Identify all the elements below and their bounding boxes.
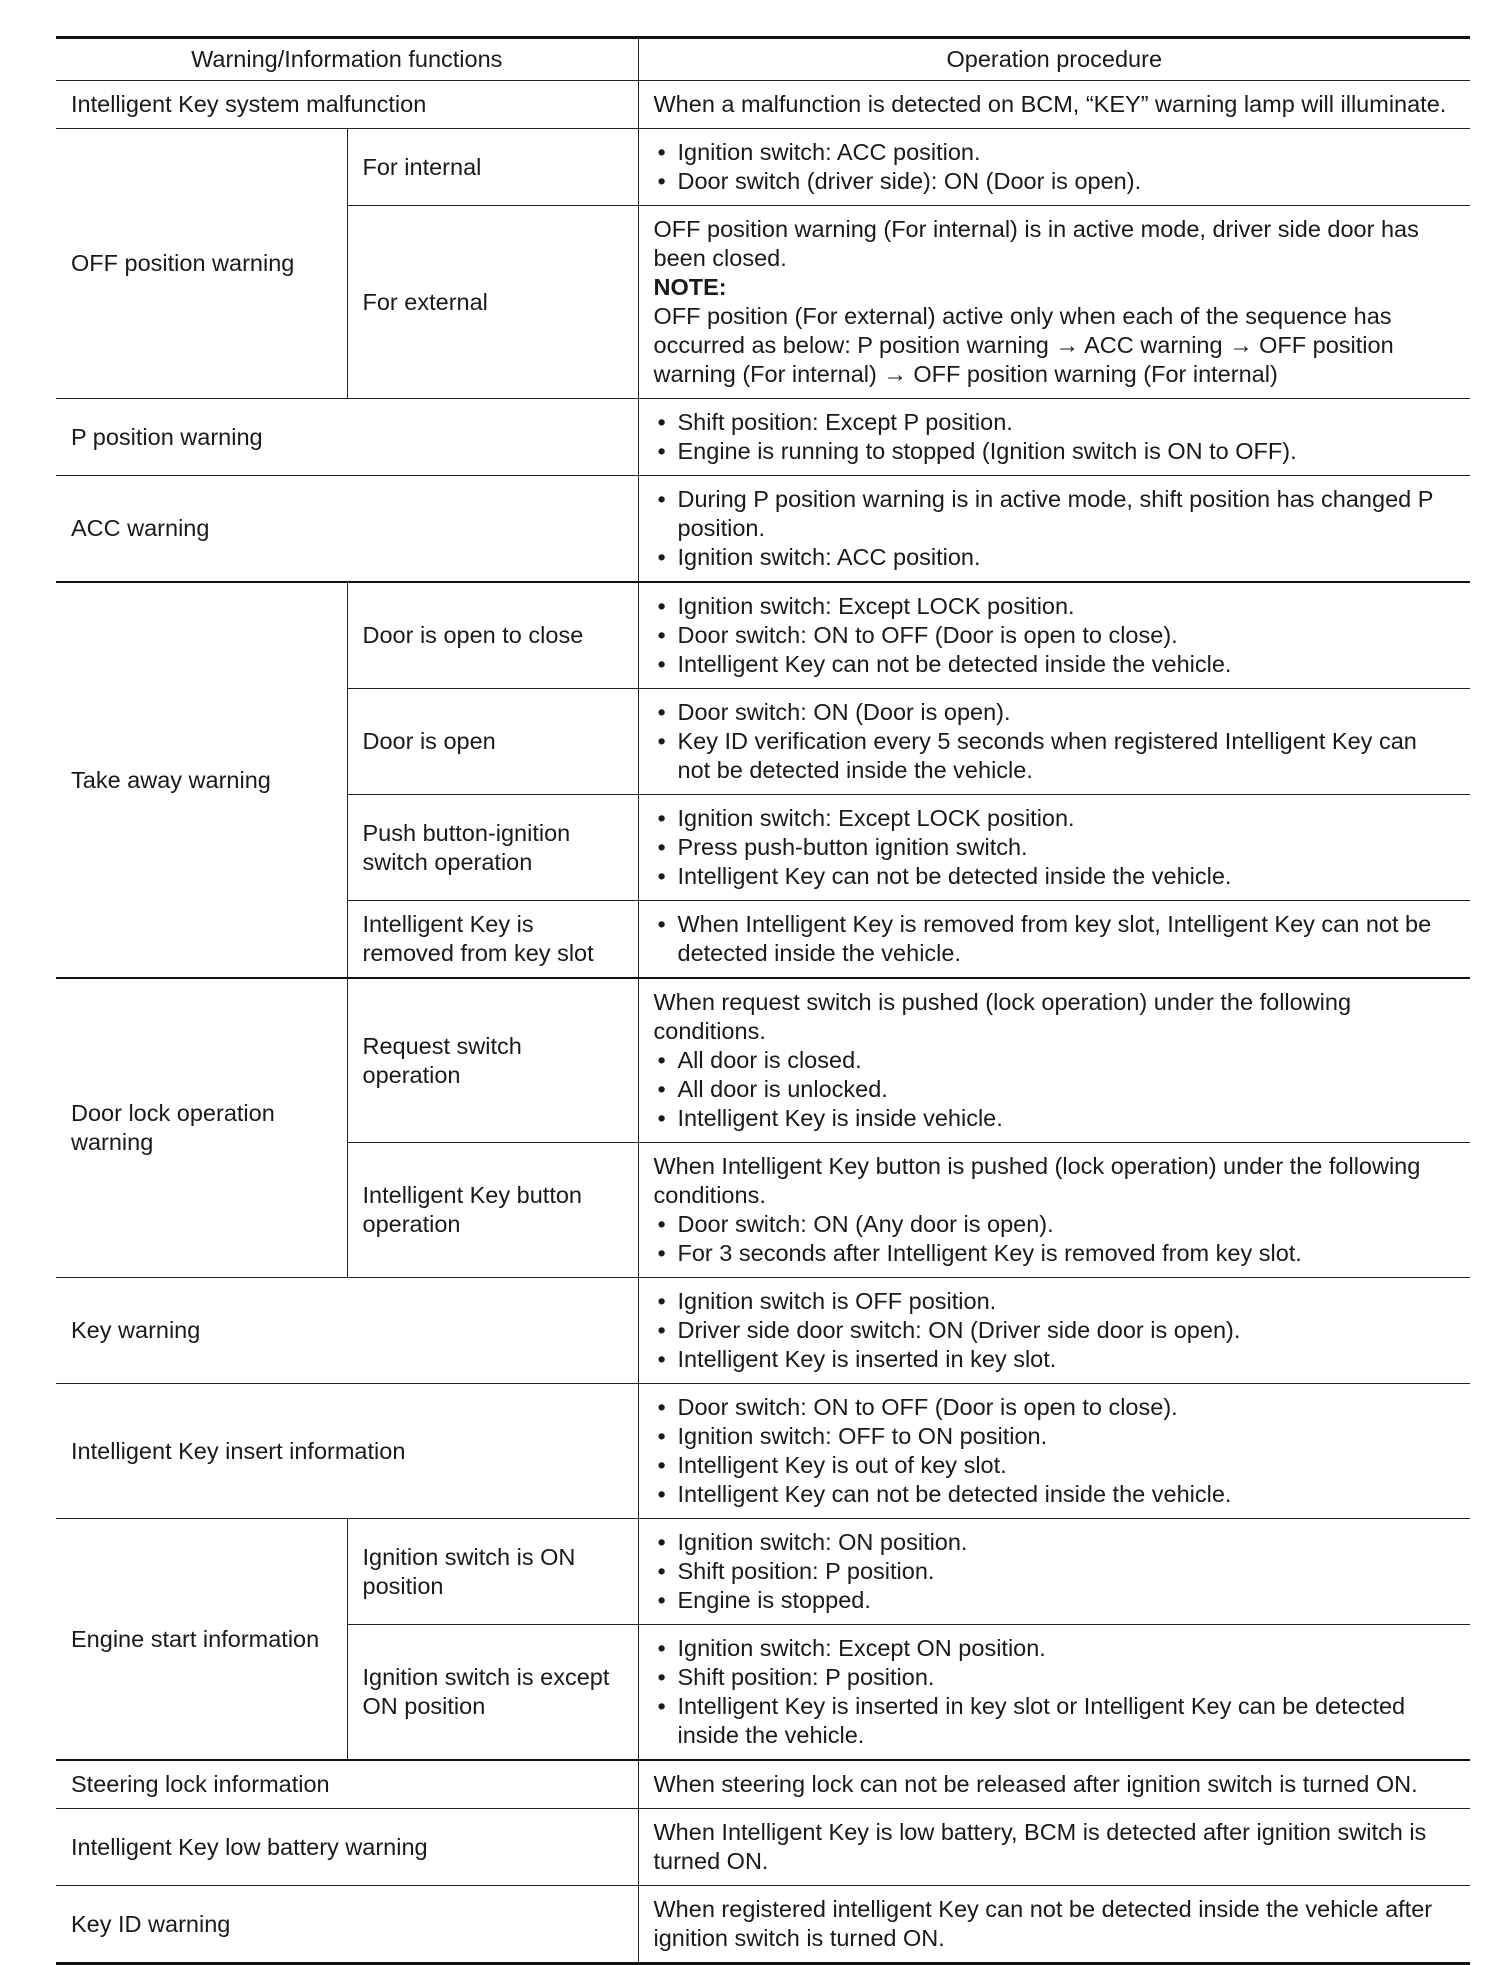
procedure-cell	[638, 1625, 1470, 1761]
list-item: • Intelligent Key can not be detected inside the vehicle.	[654, 1480, 1456, 1509]
bullet-list	[654, 1046, 1456, 1133]
procedure-text: When Intelligent Key button is pushed (lock operation) under the following conditions.	[653, 1153, 1421, 1208]
procedure-cell	[638, 476, 1470, 583]
sub-function-cell: For external	[347, 206, 638, 399]
bullet-list	[654, 1210, 1456, 1268]
procedure-cell	[638, 978, 1470, 1143]
list-item: • Shift position: P position.	[654, 1557, 1456, 1586]
list-item: • Door switch: ON to OFF (Door is open to close).	[654, 1393, 1456, 1422]
table-row	[56, 1519, 1470, 1625]
list-item: • Ignition switch: ACC position.	[654, 543, 1456, 572]
sub-function-cell: Request switch operation	[347, 978, 638, 1143]
bullet-list	[654, 698, 1456, 785]
list-item: • Press push-button ignition switch.	[654, 833, 1456, 862]
table-row	[56, 1886, 1470, 1964]
sub-function-cell: Intelligent Key is removed from key slot	[347, 901, 638, 979]
list-item: • During P position warning is in active mode, shift position has changed P position.	[654, 485, 1456, 543]
procedure-cell	[638, 399, 1470, 476]
list-item: • Intelligent Key is inserted in key slot.	[654, 1345, 1456, 1374]
table-row	[56, 399, 1470, 476]
procedure-cell	[638, 1143, 1470, 1278]
list-item: • Driver side door switch: ON (Driver side door is open).	[654, 1316, 1456, 1345]
list-item: • All door is unlocked.	[654, 1075, 1456, 1104]
function-cell: Intelligent Key low battery warning	[56, 1809, 638, 1886]
bullet-list	[654, 1287, 1456, 1374]
bullet-list	[654, 485, 1456, 572]
table-row	[56, 978, 1470, 1143]
procedure-text: OFF position warning (For internal) is in active mode, driver side door has been closed.	[653, 216, 1419, 271]
list-item: • Ignition switch: ON position.	[654, 1528, 1456, 1557]
procedure-cell	[638, 901, 1470, 979]
table-row	[56, 1278, 1470, 1384]
procedure-cell	[638, 1384, 1470, 1519]
function-cell: Key ID warning	[56, 1886, 638, 1964]
bullet-list	[654, 1528, 1456, 1615]
bullet-list	[654, 910, 1456, 968]
procedure-cell	[638, 582, 1470, 689]
sub-function-cell: Push button-ignition switch operation	[347, 795, 638, 901]
sub-function-cell: Ignition switch is except ON position	[347, 1625, 638, 1761]
function-cell: Steering lock information	[56, 1760, 638, 1809]
header-procedure: Operation procedure	[638, 38, 1470, 81]
sub-function-cell: Ignition switch is ON position	[347, 1519, 638, 1625]
header-functions: Warning/Information functions	[56, 38, 638, 81]
sub-function-cell: Door is open	[347, 689, 638, 795]
table-row	[56, 1760, 1470, 1809]
bullet-list	[654, 804, 1456, 891]
sub-function-cell: Door is open to close	[347, 582, 638, 689]
function-cell: Key warning	[56, 1278, 638, 1384]
list-item: • Door switch: ON (Any door is open).	[654, 1210, 1456, 1239]
list-item: • Key ID verification every 5 seconds when registered Intelligent Key can not be detected inside the vehicle.	[654, 727, 1456, 785]
list-item: • Ignition switch: Except ON position.	[654, 1634, 1456, 1663]
table-row	[56, 1384, 1470, 1519]
list-item: • Ignition switch: Except LOCK position.	[654, 804, 1456, 833]
bullet-list	[654, 408, 1456, 466]
list-item: • All door is closed.	[654, 1046, 1456, 1075]
table-header-row	[56, 38, 1470, 81]
list-item: • Intelligent Key is inserted in key slot or Intelligent Key can be detected inside the vehicle.	[654, 1692, 1456, 1750]
table-row	[56, 81, 1470, 129]
warning-information-table	[56, 36, 1470, 1965]
list-item: • Shift position: Except P position.	[654, 408, 1456, 437]
function-cell: P position warning	[56, 399, 638, 476]
function-cell: OFF position warning	[56, 129, 347, 399]
table-row	[56, 129, 1470, 206]
function-cell: Take away warning	[56, 582, 347, 978]
list-item: • Door switch: ON to OFF (Door is open to close).	[654, 621, 1456, 650]
list-item: • Ignition switch: ACC position.	[654, 138, 1456, 167]
procedure-text: When request switch is pushed (lock operation) under the following conditions.	[653, 989, 1352, 1044]
list-item: • Ignition switch: Except LOCK position.	[654, 592, 1456, 621]
function-cell: ACC warning	[56, 476, 638, 583]
procedure-cell	[638, 1278, 1470, 1384]
list-item: • When Intelligent Key is removed from key slot, Intelligent Key can not be detected inside the vehicle.	[654, 910, 1456, 968]
bullet-list	[654, 592, 1456, 679]
list-item: • Shift position: P position.	[654, 1663, 1456, 1692]
list-item: • For 3 seconds after Intelligent Key is removed from key slot.	[654, 1239, 1456, 1268]
sub-function-cell: For internal	[347, 129, 638, 206]
function-cell: Intelligent Key insert information	[56, 1384, 638, 1519]
procedure-cell	[638, 206, 1470, 399]
list-item: • Ignition switch is OFF position.	[654, 1287, 1456, 1316]
function-cell: Engine start information	[56, 1519, 347, 1761]
procedure-cell: When registered intelligent Key can not be detected inside the vehicle after ignition switch is turned ON.	[638, 1886, 1470, 1964]
function-cell: Intelligent Key system malfunction	[56, 81, 638, 129]
table-row	[56, 476, 1470, 583]
procedure-cell: When a malfunction is detected on BCM, “KEY” warning lamp will illuminate.	[638, 81, 1470, 129]
function-cell: Door lock operation warning	[56, 978, 347, 1278]
note-text: OFF position (For external) active only when each of the sequence has occurred as below: P position warning → ACC warning → OFF position warning (For internal) → OFF position warning (For internal)	[653, 303, 1394, 387]
procedure-cell	[638, 129, 1470, 206]
list-item: • Intelligent Key is inside vehicle.	[654, 1104, 1456, 1133]
procedure-cell	[638, 689, 1470, 795]
table-row	[56, 1809, 1470, 1886]
procedure-cell: When steering lock can not be released after ignition switch is turned ON.	[638, 1760, 1470, 1809]
list-item: • Door switch: ON (Door is open).	[654, 698, 1456, 727]
bullet-list	[654, 138, 1456, 196]
list-item: • Intelligent Key is out of key slot.	[654, 1451, 1456, 1480]
list-item: • Door switch (driver side): ON (Door is open).	[654, 167, 1456, 196]
list-item: • Intelligent Key can not be detected inside the vehicle.	[654, 862, 1456, 891]
list-item: • Ignition switch: OFF to ON position.	[654, 1422, 1456, 1451]
procedure-cell: When Intelligent Key is low battery, BCM is detected after ignition switch is turned ON.	[638, 1809, 1470, 1886]
list-item: • Engine is stopped.	[654, 1586, 1456, 1615]
sub-function-cell: Intelligent Key button operation	[347, 1143, 638, 1278]
list-item: • Intelligent Key can not be detected inside the vehicle.	[654, 650, 1456, 679]
list-item: • Engine is running to stopped (Ignition switch is ON to OFF).	[654, 437, 1456, 466]
procedure-cell	[638, 1519, 1470, 1625]
table-row	[56, 582, 1470, 689]
procedure-cell	[638, 795, 1470, 901]
bullet-list	[654, 1634, 1456, 1750]
note-label: NOTE:	[653, 274, 727, 300]
bullet-list	[654, 1393, 1456, 1509]
